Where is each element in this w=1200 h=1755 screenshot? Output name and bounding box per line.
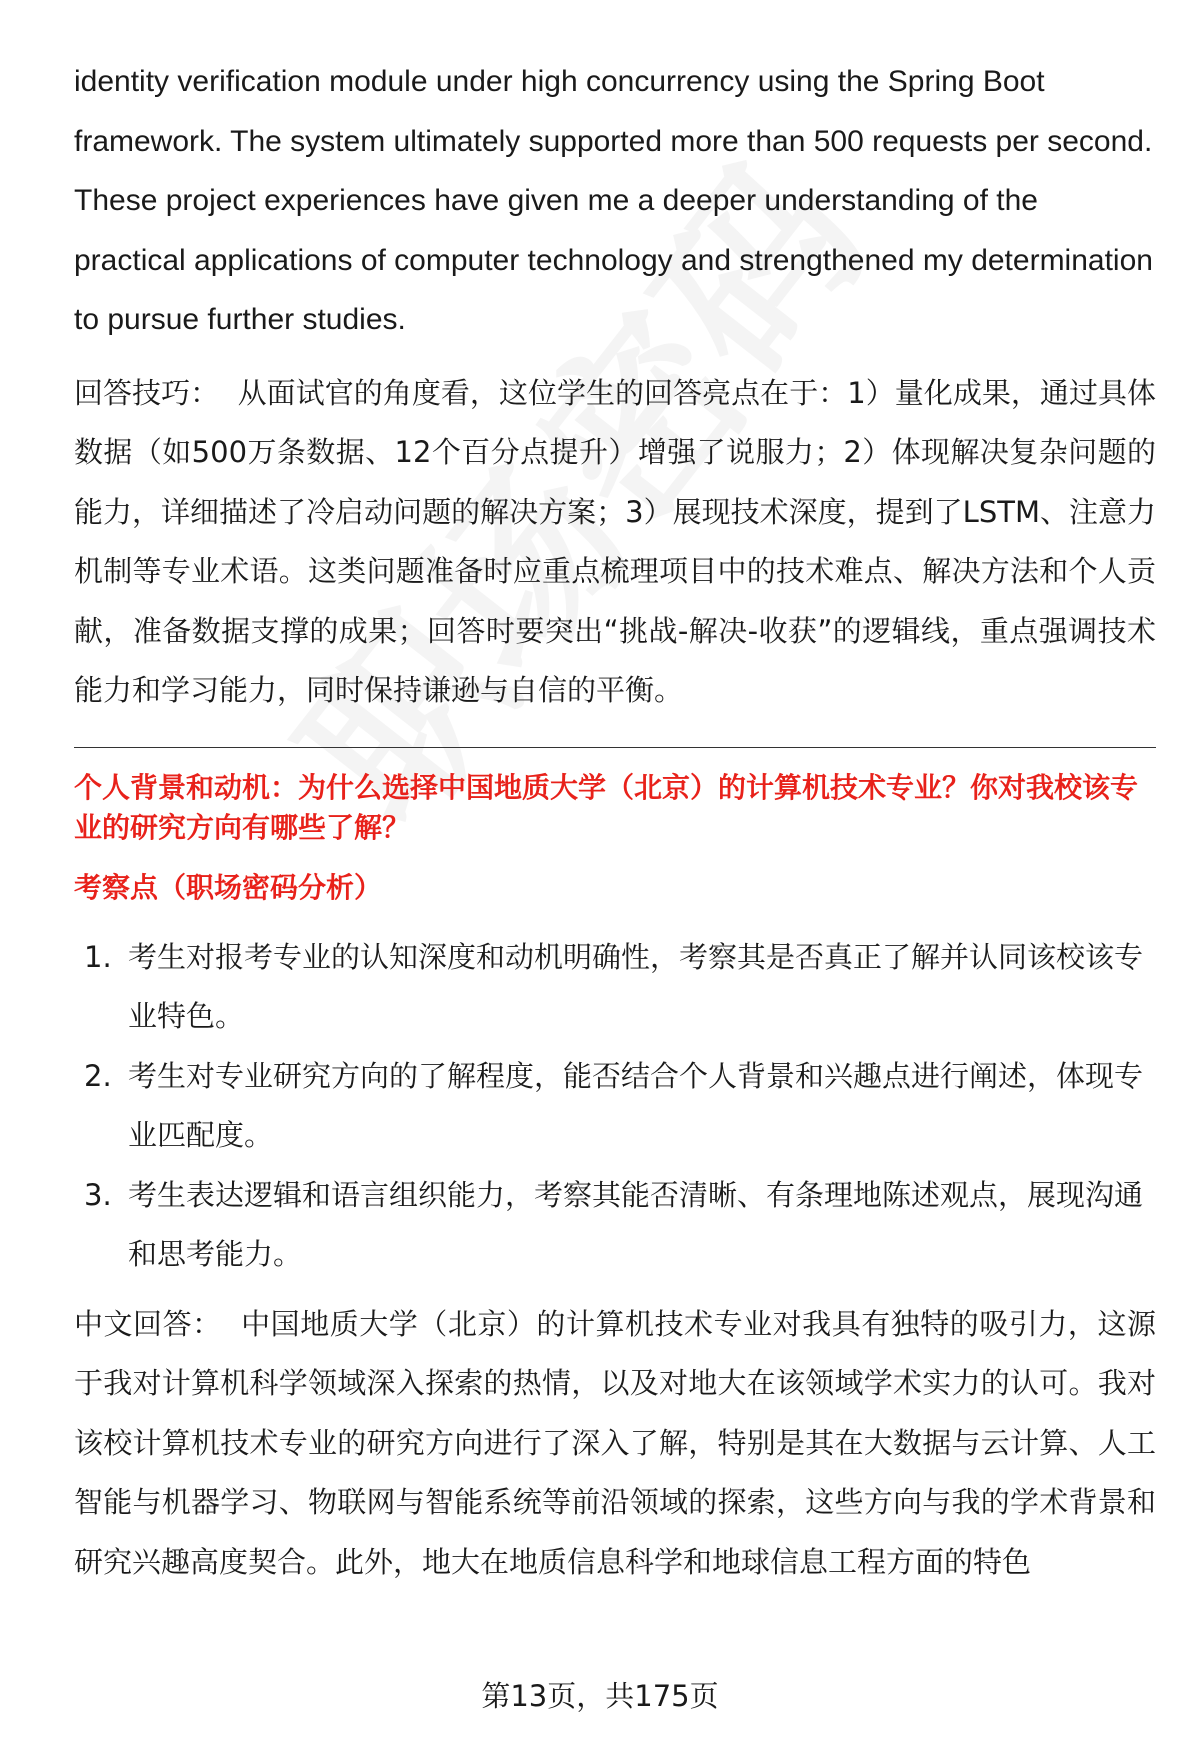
- list-item-text: 考生对报考专业的认知深度和动机明确性，考察其是否真正了解并认同该校该专业特色。: [128, 939, 1144, 1033]
- list-item-text: 考生表达逻辑和语言组织能力，考察其能否清晰、有条理地陈述观点，展现沟通和思考能力。: [128, 1177, 1144, 1271]
- question-heading: 个人背景和动机：为什么选择中国地质大学（北京）的计算机技术专业？你对我校该专业的研究方向有哪些了解？: [74, 770, 1139, 844]
- chinese-answer-paragraph: [74, 1295, 1156, 1593]
- chinese-answer-label: 中文回答：: [74, 1306, 222, 1341]
- chinese-answer-text: 中国地质大学（北京）的计算机技术专业对我具有独特的吸引力，这源于我对计算机科学领域深入探索的热情，以及对地大在该领域学术实力的认可。我对该校计算机技术专业的研究方向进行了深入了解，特别是其在大数据与云计算、人工智能与机器学习、物联网与智能系统等前沿领域的探索，这些方向与我的学术背景和研究兴趣高度契合。此外，地大在地质信息科学和地球信息工程方面的特色: [74, 1306, 1156, 1579]
- answer-tips-paragraph: [74, 364, 1156, 721]
- page-footer: 第13页，共175页: [481, 1679, 719, 1713]
- list-item-number: 2.: [84, 1058, 112, 1093]
- list-item-text: 考生对专业研究方向的了解程度，能否结合个人背景和兴趣点进行阐述，体现专业匹配度。: [128, 1058, 1144, 1152]
- section-divider: [74, 747, 1156, 748]
- list-item: [74, 1047, 1156, 1166]
- document-page: [74, 52, 1156, 1592]
- answer-tips-text: 从面试官的角度看，这位学生的回答亮点在于：1）量化成果，通过具体数据（如500万条数据、12个百分点提升）增强了说服力；2）体现解决复杂问题的能力，详细描述了冷启动问题的解决方案；3）展现技术深度，提到了LSTM、注意力机制等专业术语。这类问题准备时应重点梳理项目中的技术难点、解决方法和个人贡献，准备数据支撑的成果；回答时要突出“挑战-解决-收获”的逻辑线，重点强调技术能力和学习能力，同时保持谦逊与自信的平衡。: [74, 375, 1157, 707]
- analysis-list: [74, 928, 1156, 1285]
- analysis-heading: 考察点（职场密码分析）: [74, 870, 383, 904]
- answer-tips-label: 回答技巧：: [74, 375, 220, 410]
- intro-paragraph: identity verification module under high concurrency using the Spring Boot framework. The system ultimately supported more than 500 requests per second. These project experiences have given me a deeper understanding of the practical applications of computer technology and strengthened my determination to pursue further studies.: [74, 65, 1153, 336]
- list-item: [74, 1166, 1156, 1285]
- list-item: [74, 928, 1156, 1047]
- list-item-number: 3.: [84, 1177, 112, 1212]
- list-item-number: 1.: [84, 939, 112, 974]
